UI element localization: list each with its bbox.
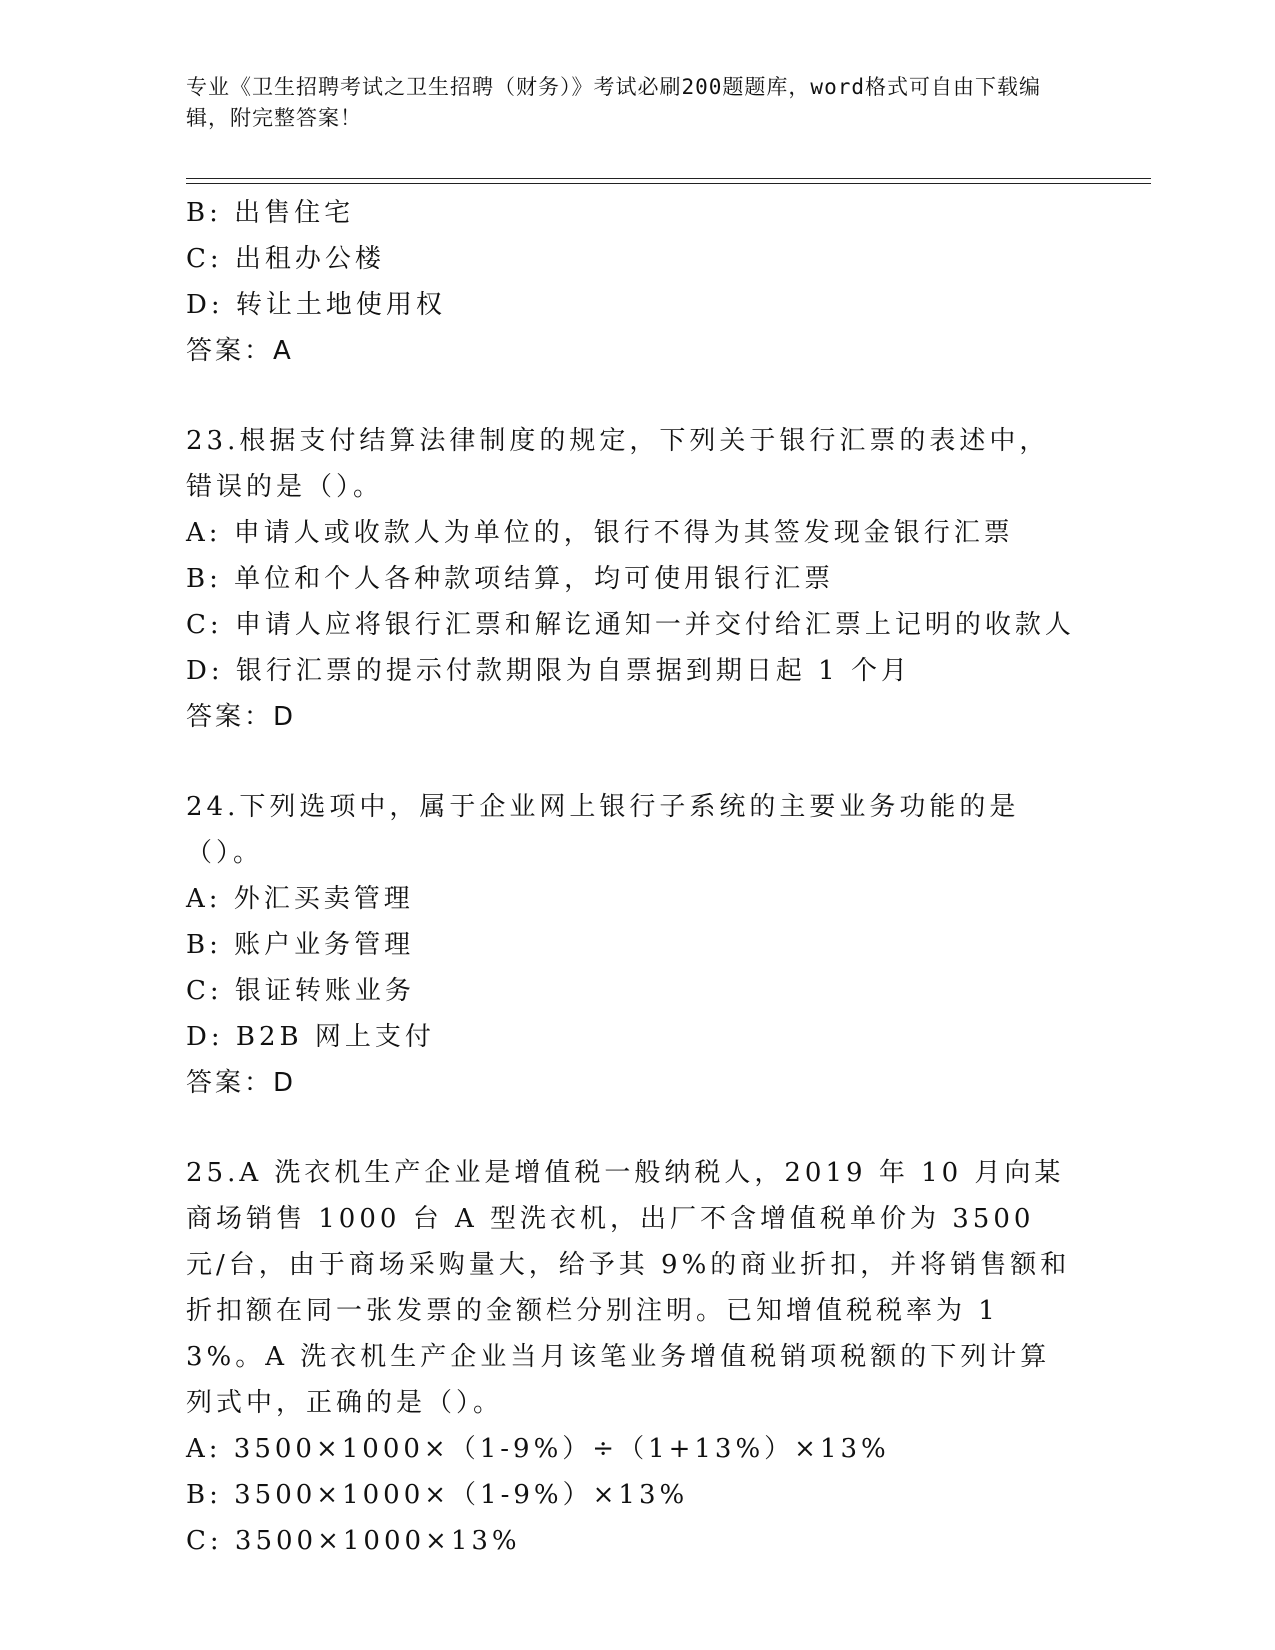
question-22-continued xyxy=(186,190,1086,374)
question-23 xyxy=(186,418,1086,740)
answer-label: 答案：D xyxy=(186,702,297,732)
header-divider xyxy=(186,178,1151,179)
option-d: D: 银行汇票的提示付款期限为自票据到期日起 1 个月 xyxy=(186,656,911,686)
option-c: C: 申请人应将银行汇票和解讫通知一并交付给汇票上记明的收款人 xyxy=(186,610,1075,640)
header-divider-secondary xyxy=(186,183,1151,184)
document-header: 专业《卫生招聘考试之卫生招聘（财务）》考试必刷200题题库，word格式可自由下载编辑，附完整答案！ xyxy=(186,75,1041,130)
option-c: C: 出租办公楼 xyxy=(186,244,385,274)
option-a: A: 外汇买卖管理 xyxy=(186,884,414,914)
option-c: C: 银证转账业务 xyxy=(186,976,415,1006)
option-a: A: 申请人或收款人为单位的，银行不得为其签发现金银行汇票 xyxy=(186,518,1014,548)
option-a: A: 3500×1000×（1-9%）÷（1+13%）×13% xyxy=(186,1434,890,1464)
option-d: D: B2B 网上支付 xyxy=(186,1022,435,1052)
option-b: B: 出售住宅 xyxy=(186,198,355,228)
question-list xyxy=(186,190,1086,1564)
option-b: B: 3500×1000×（1-9%）×13% xyxy=(186,1480,689,1510)
question-24 xyxy=(186,784,1086,1106)
question-25 xyxy=(186,1150,1086,1564)
option-b: B: 单位和个人各种款项结算，均可使用银行汇票 xyxy=(186,564,835,594)
option-d: D: 转让土地使用权 xyxy=(186,290,446,320)
question-stem: 24.下列选项中，属于企业网上银行子系统的主要业务功能的是（）。 xyxy=(186,792,1020,868)
option-c: C: 3500×1000×13% xyxy=(186,1526,521,1556)
answer-label: 答案：A xyxy=(186,336,294,366)
answer-label: 答案：D xyxy=(186,1068,297,1098)
question-stem: 23.根据支付结算法律制度的规定，下列关于银行汇票的表述中，错误的是（）。 xyxy=(186,426,1050,502)
option-b: B: 账户业务管理 xyxy=(186,930,415,960)
question-stem: 25.A 洗衣机生产企业是增值税一般纳税人，2019 年 10 月向某商场销售 1000 台 A 型洗衣机，出厂不含增值税单价为 3500 元/台，由于商场采购量大，给予其 9%的商业折扣，并将销售额和折扣额在同一张发票的金额栏分别注明。已知增值税税率为 13%。A 洗衣机生产企业当月该笔业务增值税销项税额的下列计算列式中，正确的是（）。 xyxy=(186,1158,1071,1418)
